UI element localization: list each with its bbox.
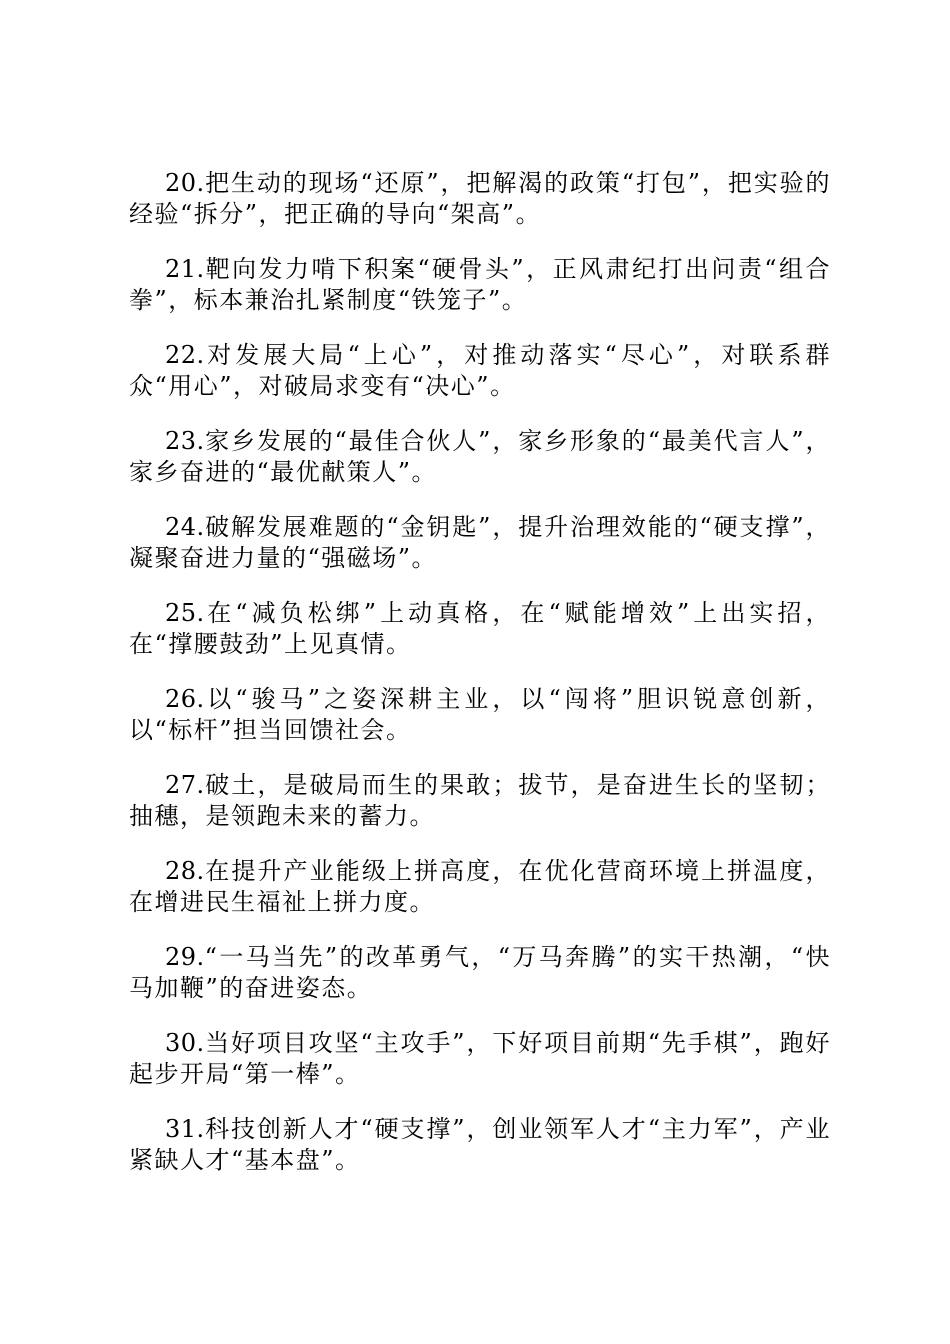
list-item xyxy=(129,254,831,316)
item-text: 在“减负松绑”上动真格，在“赋能增效”上出实招，在“撑腰鼓劲”上见真情。 xyxy=(129,599,831,658)
item-text: 破解发展难题的“金钥匙”，提升治理效能的“硬支撑”，凝聚奋进力量的“强磁场”。 xyxy=(129,513,831,572)
list-item xyxy=(129,942,831,1004)
list-item xyxy=(129,426,831,488)
list-item xyxy=(129,1028,831,1090)
list-item xyxy=(129,684,831,746)
item-text: 在提升产业能级上拼高度，在优化营商环境上拼温度，在增进民生福祉上拼力度。 xyxy=(129,857,831,916)
item-text: 破土，是破局而生的果敢；拔节，是奋进生长的坚韧；抽穗，是领跑未来的蓄力。 xyxy=(129,771,831,830)
item-text: 对发展大局“上心”，对推动落实“尽心”，对联系群众“用心”，对破局求变有“决心”。 xyxy=(129,341,831,400)
list-item xyxy=(129,598,831,660)
list-item xyxy=(129,168,831,230)
item-text: 以“骏马”之姿深耕主业，以“闯将”胆识锐意创新，以“标杆”担当回馈社会。 xyxy=(129,685,831,744)
item-number: 23. xyxy=(165,427,205,455)
list-item xyxy=(129,512,831,574)
item-text: 科技创新人才“硬支撑”，创业领军人才“主力军”，产业紧缺人才“基本盘”。 xyxy=(129,1115,831,1174)
item-number: 28. xyxy=(165,857,205,885)
item-text: “一马当先”的改革勇气，“万马奔腾”的实干热潮，“快马加鞭”的奋进姿态。 xyxy=(129,943,831,1002)
list-item xyxy=(129,856,831,918)
item-text: 当好项目攻坚“主攻手”，下好项目前期“先手棋”，跑好起步开局“第一棒”。 xyxy=(129,1029,831,1088)
list-item xyxy=(129,770,831,832)
item-number: 20. xyxy=(165,169,205,197)
item-number: 30. xyxy=(165,1029,205,1057)
item-number: 25. xyxy=(165,599,205,627)
item-number: 21. xyxy=(165,255,205,283)
document-body xyxy=(129,168,831,1200)
item-number: 31. xyxy=(165,1115,205,1143)
item-number: 29. xyxy=(165,943,205,971)
item-number: 24. xyxy=(165,513,205,541)
list-item xyxy=(129,1114,831,1176)
item-text: 靶向发力啃下积案“硬骨头”，正风肃纪打出问责“组合拳”，标本兼治扎紧制度“铁笼子”。 xyxy=(129,255,831,314)
item-number: 22. xyxy=(165,341,205,369)
item-text: 家乡发展的“最佳合伙人”，家乡形象的“最美代言人”，家乡奋进的“最优献策人”。 xyxy=(129,427,831,486)
list-item xyxy=(129,340,831,402)
item-number: 27. xyxy=(165,771,205,799)
item-number: 26. xyxy=(165,685,205,713)
item-text: 把生动的现场“还原”，把解渴的政策“打包”，把实验的经验“拆分”，把正确的导向“架高”。 xyxy=(129,169,831,228)
